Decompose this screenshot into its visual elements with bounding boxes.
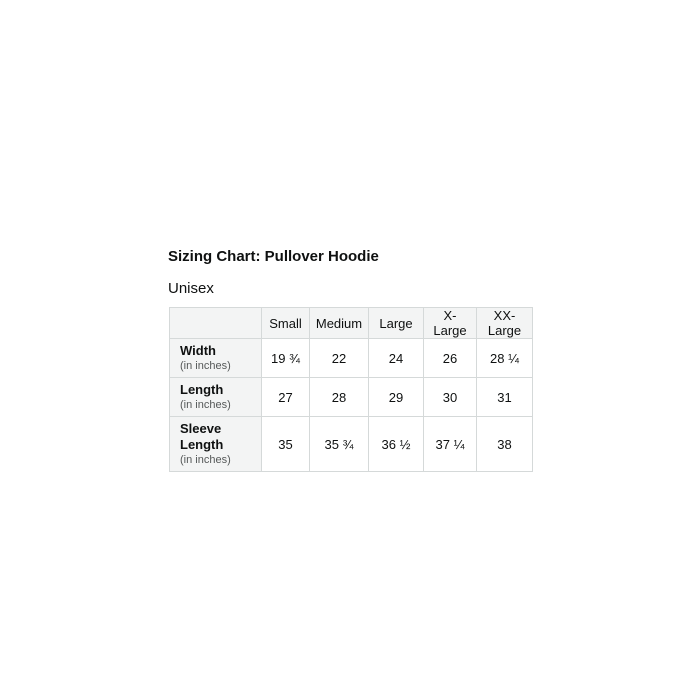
size-value-cell: 35 bbox=[262, 417, 310, 472]
table-row-width bbox=[170, 339, 533, 378]
row-header-sleeve-length bbox=[170, 417, 262, 472]
size-value-cell: 30 bbox=[424, 378, 477, 417]
column-header-xx-large: XX-Large bbox=[477, 308, 533, 339]
row-sublabel: (in inches) bbox=[180, 454, 231, 466]
table-row-length bbox=[170, 378, 533, 417]
row-sublabel: (in inches) bbox=[180, 360, 231, 372]
row-label: Length bbox=[180, 382, 224, 397]
size-value-cell: 28 ¼ bbox=[477, 339, 533, 378]
size-value-cell: 28 bbox=[310, 378, 369, 417]
size-value-cell: 37 ¼ bbox=[424, 417, 477, 472]
column-header-large: Large bbox=[369, 308, 424, 339]
size-value-cell: 29 bbox=[369, 378, 424, 417]
size-value-cell: 35 ¾ bbox=[310, 417, 369, 472]
row-label: Sleeve Length bbox=[180, 421, 224, 452]
size-value-cell: 31 bbox=[477, 378, 533, 417]
size-value-cell: 36 ½ bbox=[369, 417, 424, 472]
column-header-medium: Medium bbox=[310, 308, 369, 339]
sizing-chart-section bbox=[168, 248, 548, 472]
corner-cell bbox=[170, 308, 262, 339]
section-label: Unisex bbox=[168, 280, 214, 297]
size-value-cell: 19 ¾ bbox=[262, 339, 310, 378]
column-header-small: Small bbox=[262, 308, 310, 339]
page-title: Sizing Chart: Pullover Hoodie bbox=[168, 248, 379, 265]
table-row-sleeve-length bbox=[170, 417, 533, 472]
row-header-width bbox=[170, 339, 262, 378]
sizing-table bbox=[169, 307, 533, 472]
size-value-cell: 24 bbox=[369, 339, 424, 378]
header-row bbox=[170, 308, 533, 339]
size-value-cell: 22 bbox=[310, 339, 369, 378]
column-header-x-large: X-Large bbox=[424, 308, 477, 339]
row-header-length bbox=[170, 378, 262, 417]
row-sublabel: (in inches) bbox=[180, 399, 231, 411]
size-value-cell: 27 bbox=[262, 378, 310, 417]
row-label: Width bbox=[180, 343, 216, 358]
size-value-cell: 38 bbox=[477, 417, 533, 472]
size-value-cell: 26 bbox=[424, 339, 477, 378]
